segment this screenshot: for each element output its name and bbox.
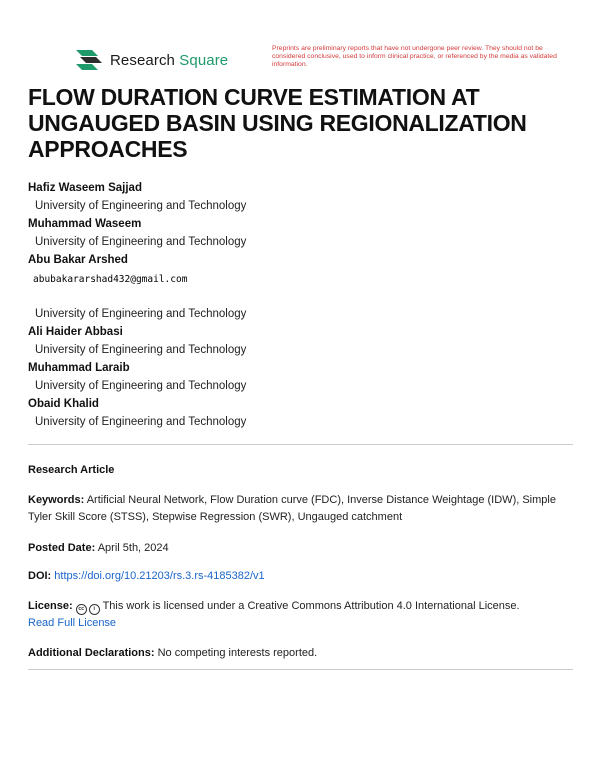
author-affiliation: University of Engineering and Technology [35, 380, 247, 392]
author-affiliation: University of Engineering and Technology [35, 236, 247, 248]
author-name: Muhammad Waseem [28, 218, 142, 230]
keywords-label: Keywords: [28, 494, 85, 506]
license-label: License: [28, 600, 73, 612]
research-square-logo-icon [74, 48, 104, 72]
declarations-block [28, 645, 576, 662]
author-list [28, 179, 588, 431]
doi-link[interactable]: https://doi.org/10.21203/rs.3.rs-4185382/v1 [54, 570, 265, 582]
article-type-label: Research Article [28, 464, 115, 476]
cc-by-icon: cc i [76, 604, 100, 615]
logo-word-research: Research [110, 51, 175, 69]
author-name: Muhammad Laraib [28, 362, 130, 374]
logo-wordmark [110, 52, 228, 69]
posted-date-value: April 5th, 2024 [97, 542, 169, 554]
article-type [28, 462, 576, 479]
license-block [28, 598, 576, 632]
author-affiliation: University of Engineering and Technology [35, 200, 247, 212]
doi-block [28, 568, 576, 585]
posted-date-label: Posted Date: [28, 542, 96, 554]
author-affiliation: University of Engineering and Technology [35, 344, 247, 356]
divider-bottom [28, 669, 573, 670]
author-email[interactable]: abubakararshad432@gmail.com [33, 274, 188, 285]
declarations-label: Additional Declarations: [28, 647, 155, 659]
research-square-logo[interactable] [74, 48, 228, 72]
author-name: Obaid Khalid [28, 398, 99, 410]
keywords-text: Artificial Neural Network, Flow Duration curve (FDC), Inverse Distance Weightage (IDW), Simple Tyler Skill Score (STSS), Stepwise Regression (SWR), Ungauged catchment [28, 494, 556, 523]
author-name: Hafiz Waseem Sajjad [28, 182, 142, 194]
declarations-text: No competing interests reported. [157, 647, 318, 659]
author-affiliation: University of Engineering and Technology [35, 416, 247, 428]
read-full-license-link[interactable]: Read Full License [28, 617, 117, 629]
doi-label: DOI: [28, 570, 52, 582]
keywords-block [28, 492, 576, 526]
paper-title: FLOW DURATION CURVE ESTIMATION AT UNGAUGED BASIN USING REGIONALIZATION APPROACHES [28, 84, 527, 162]
author-affiliation: University of Engineering and Technology [35, 308, 247, 320]
logo-word-square: Square [179, 51, 229, 69]
page-header [0, 0, 600, 80]
preprint-disclaimer: Preprints are preliminary reports that have not undergone peer review. They should not be considered conclusive, used to inform clinical practice, or referenced by the media as validated information. [272, 45, 557, 69]
divider-top [28, 444, 573, 445]
author-name: Abu Bakar Arshed [28, 254, 128, 266]
author-name: Ali Haider Abbasi [28, 326, 123, 338]
posted-date-block [28, 540, 576, 557]
license-text: This work is licensed under a Creative Commons Attribution 4.0 International License. [102, 600, 520, 612]
